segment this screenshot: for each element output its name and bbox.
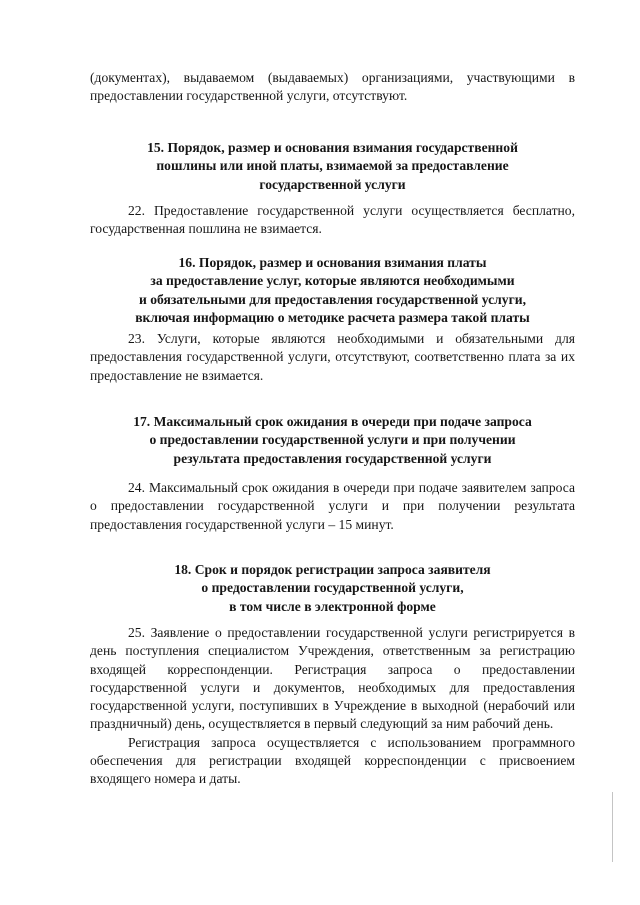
section-15-body bbox=[90, 202, 575, 239]
heading-line: 15. Порядок, размер и основания взимания государственной bbox=[147, 140, 518, 155]
section-18-body bbox=[90, 624, 575, 789]
heading-line: 18. Срок и порядок регистрации запроса заявителя bbox=[174, 562, 491, 577]
section-15-heading bbox=[90, 139, 575, 194]
paragraph-22: 22. Предоставление государственной услуги осуществляется бесплатно, государственная пошлина не взимается. bbox=[90, 203, 575, 237]
scan-edge-mark bbox=[612, 792, 613, 862]
heading-line: результата предоставления государственной услуги bbox=[173, 450, 492, 466]
section-17-body bbox=[90, 479, 575, 534]
heading-line: и обязательными для предоставления государственной услуги, bbox=[139, 291, 526, 307]
heading-line: 17. Максимальный срок ожидания в очереди при подаче запроса bbox=[133, 414, 532, 429]
section-18-heading bbox=[90, 561, 575, 616]
paragraph-registration: Регистрация запроса осуществляется с использованием программного обеспечения для регистрации входящей корреспонденции с присвоением входящего номера и даты. bbox=[90, 734, 575, 787]
heading-line: 16. Порядок, размер и основания взимания платы bbox=[178, 255, 487, 270]
section-16-body bbox=[90, 330, 575, 385]
paragraph-text: (документах), выдаваемом (выдаваемых) организациями, участвующими в предоставлении государственной услуги, отсутствуют. bbox=[90, 70, 575, 104]
heading-line: о предоставлении государственной услуги, bbox=[201, 580, 464, 596]
section-16-heading bbox=[90, 254, 575, 328]
continuation-paragraph bbox=[90, 69, 575, 106]
heading-line: государственной услуги bbox=[259, 176, 406, 192]
paragraph-23: 23. Услуги, которые являются необходимыми и обязательными для предоставления государственной услуги, отсутствуют, соответственно плата за их предоставление не взимается. bbox=[90, 331, 575, 383]
paragraph-25: 25. Заявление о предоставлении государственной услуги регистрируется в день поступления специалистом Учреждения, ответственным за регистрацию входящей корреспонденции. Регистрация запроса о предоставлении государственной услуги и документов, необходимых для предоставления государственной услуги, поступивших в Учреждение в выходной (нерабочий или праздничный) день, осуществляется в первый следующий за ним рабочий день. bbox=[90, 625, 575, 732]
heading-line: пошлины или иной платы, взимаемой за предоставление bbox=[156, 158, 509, 174]
section-17-heading bbox=[90, 413, 575, 468]
heading-line: о предоставлении государственной услуги и при получении bbox=[149, 432, 516, 448]
heading-line: за предоставление услуг, которые являются необходимыми bbox=[150, 273, 515, 289]
paragraph-24: 24. Максимальный срок ожидания в очереди при подаче заявителем запроса о предоставлении государственной услуги и при получении результата предоставления государственной услуги – 15 минут. bbox=[90, 480, 575, 532]
heading-line: включая информацию о методике расчета размера такой платы bbox=[135, 310, 530, 326]
heading-line: в том числе в электронной форме bbox=[229, 598, 436, 614]
